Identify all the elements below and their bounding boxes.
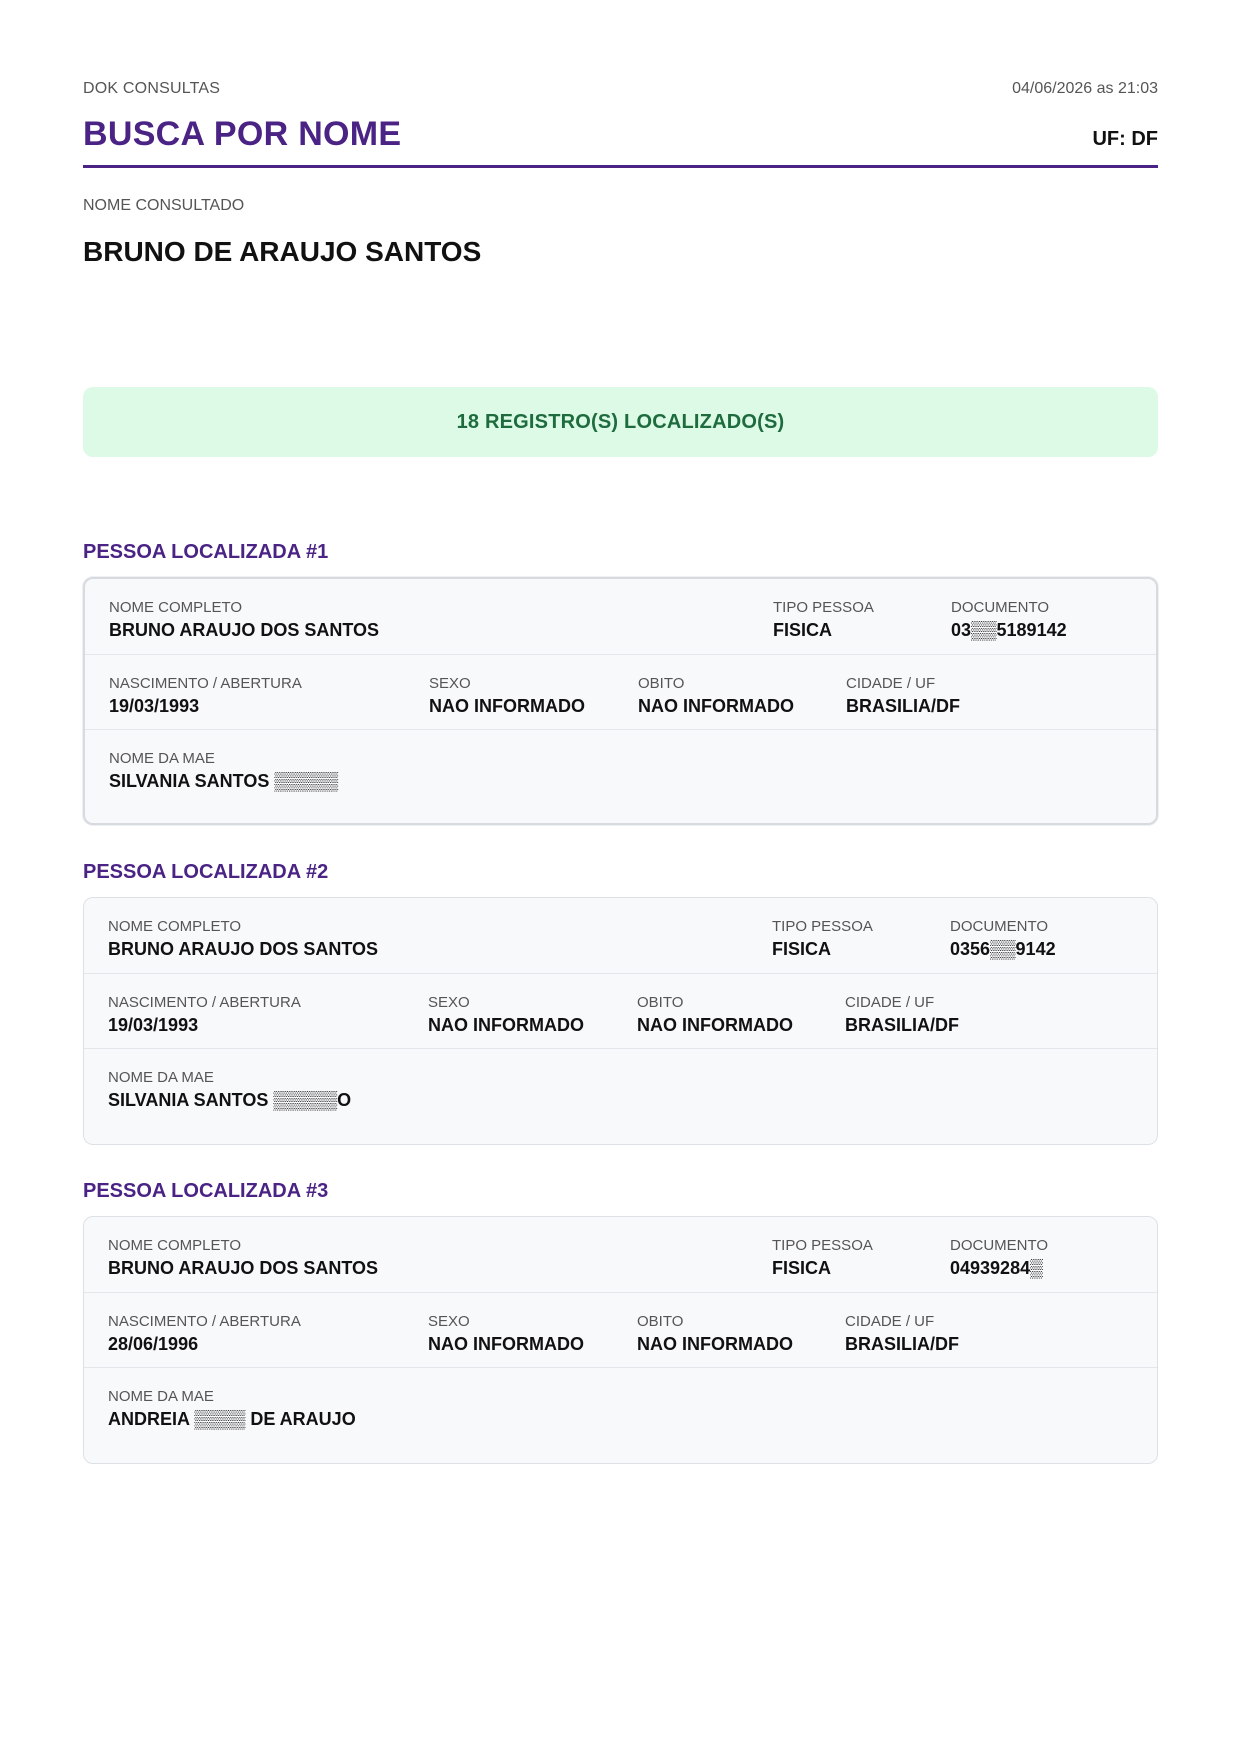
uf-label: UF: DF <box>1092 128 1158 150</box>
city-field <box>845 994 959 1036</box>
field-label: DOCUMENTO <box>950 1237 1049 1254</box>
mother-value: ANDREIA ▒▒▒▒ DE ARAUJO <box>108 1409 356 1429</box>
card-row <box>85 579 1156 653</box>
person-type-value: FISICA <box>772 1258 832 1278</box>
city-value: BRASILIA/DF <box>845 1015 959 1035</box>
birth-value: 19/03/1993 <box>109 696 200 716</box>
card-row <box>84 1217 1157 1291</box>
person-type-field <box>773 599 874 641</box>
field-label: SEXO <box>428 994 470 1011</box>
person-card <box>83 1216 1158 1464</box>
death-field <box>638 675 794 717</box>
field-label: DOCUMENTO <box>951 599 1050 616</box>
person-card <box>83 577 1158 825</box>
birth-value: 28/06/1996 <box>108 1334 199 1354</box>
brand-name: DOK CONSULTAS <box>83 80 221 97</box>
field-label: OBITO <box>637 1313 684 1330</box>
person-type-value: FISICA <box>773 620 833 640</box>
field-label: NOME DA MAE <box>108 1069 214 1086</box>
mother-field <box>108 1388 356 1430</box>
city-value: BRASILIA/DF <box>845 1334 959 1354</box>
birth-field <box>108 994 301 1036</box>
title-divider <box>83 165 1158 168</box>
report-header-top <box>83 80 1158 100</box>
person-type-value: FISICA <box>772 939 832 959</box>
card-row <box>84 1048 1157 1123</box>
sex-field <box>428 994 584 1036</box>
field-label: NOME COMPLETO <box>108 1237 242 1254</box>
page-title: BUSCA POR NOME <box>83 115 402 153</box>
mother-field <box>109 750 338 792</box>
document-field <box>951 599 1067 641</box>
city-value: BRASILIA/DF <box>846 696 960 716</box>
field-label: NOME COMPLETO <box>109 599 243 616</box>
mother-field <box>108 1069 351 1111</box>
death-field <box>637 994 793 1036</box>
field-label: TIPO PESSOA <box>772 1237 873 1254</box>
result-count-banner <box>83 387 1158 457</box>
report-timestamp: 04/06/2026 as 21:03 <box>1012 80 1158 97</box>
field-label: NOME DA MAE <box>109 750 215 767</box>
full-name-value: BRUNO ARAUJO DOS SANTOS <box>109 620 380 640</box>
person-section-title: PESSOA LOCALIZADA #3 <box>83 1180 329 1202</box>
document-field <box>950 1237 1048 1279</box>
full-name-field <box>108 918 378 960</box>
birth-value: 19/03/1993 <box>108 1015 199 1035</box>
field-label: CIDADE / UF <box>845 1313 935 1330</box>
card-row <box>84 1367 1157 1442</box>
card-row <box>84 898 1157 972</box>
field-label: NASCIMENTO / ABERTURA <box>109 675 302 692</box>
field-label: CIDADE / UF <box>846 675 936 692</box>
person-type-field <box>772 918 873 960</box>
field-label: OBITO <box>637 994 684 1011</box>
mother-value: SILVANIA SANTOS ▒▒▒▒▒O <box>108 1090 352 1110</box>
document-value: 03▒▒5189142 <box>951 620 1067 640</box>
person-section-title: PESSOA LOCALIZADA #1 <box>83 541 329 563</box>
death-value: NAO INFORMADO <box>637 1015 793 1035</box>
sex-value: NAO INFORMADO <box>429 696 585 716</box>
field-label: SEXO <box>429 675 471 692</box>
field-label: NOME COMPLETO <box>108 918 242 935</box>
document-value: 04939284▒ <box>950 1258 1043 1278</box>
sex-value: NAO INFORMADO <box>428 1015 584 1035</box>
card-row <box>84 1292 1157 1367</box>
field-label: TIPO PESSOA <box>772 918 873 935</box>
full-name-value: BRUNO ARAUJO DOS SANTOS <box>108 1258 379 1278</box>
person-card <box>83 897 1158 1145</box>
consulted-name-label: NOME CONSULTADO <box>83 197 245 214</box>
card-row <box>85 654 1156 729</box>
card-row <box>84 973 1157 1048</box>
birth-field <box>109 675 302 717</box>
birth-field <box>108 1313 301 1355</box>
document-value: 0356▒▒9142 <box>950 939 1056 959</box>
sex-value: NAO INFORMADO <box>428 1334 584 1354</box>
full-name-field <box>109 599 379 641</box>
consulted-name: BRUNO DE ARAUJO SANTOS <box>83 236 482 267</box>
full-name-field <box>108 1237 378 1279</box>
field-label: SEXO <box>428 1313 470 1330</box>
city-field <box>846 675 960 717</box>
death-value: NAO INFORMADO <box>637 1334 793 1354</box>
person-section-title: PESSOA LOCALIZADA #2 <box>83 861 329 883</box>
death-field <box>637 1313 793 1355</box>
sex-field <box>429 675 585 717</box>
field-label: NASCIMENTO / ABERTURA <box>108 994 301 1011</box>
mother-value: SILVANIA SANTOS ▒▒▒▒▒ <box>109 771 339 791</box>
field-label: CIDADE / UF <box>845 994 935 1011</box>
sex-field <box>428 1313 584 1355</box>
field-label: NASCIMENTO / ABERTURA <box>108 1313 301 1330</box>
field-label: DOCUMENTO <box>950 918 1049 935</box>
death-value: NAO INFORMADO <box>638 696 794 716</box>
result-count-text: 18 REGISTRO(S) LOCALIZADO(S) <box>456 410 785 433</box>
full-name-value: BRUNO ARAUJO DOS SANTOS <box>108 939 379 959</box>
card-row <box>85 729 1156 804</box>
field-label: NOME DA MAE <box>108 1388 214 1405</box>
document-field <box>950 918 1056 960</box>
field-label: TIPO PESSOA <box>773 599 874 616</box>
city-field <box>845 1313 959 1355</box>
person-type-field <box>772 1237 873 1279</box>
field-label: OBITO <box>638 675 685 692</box>
